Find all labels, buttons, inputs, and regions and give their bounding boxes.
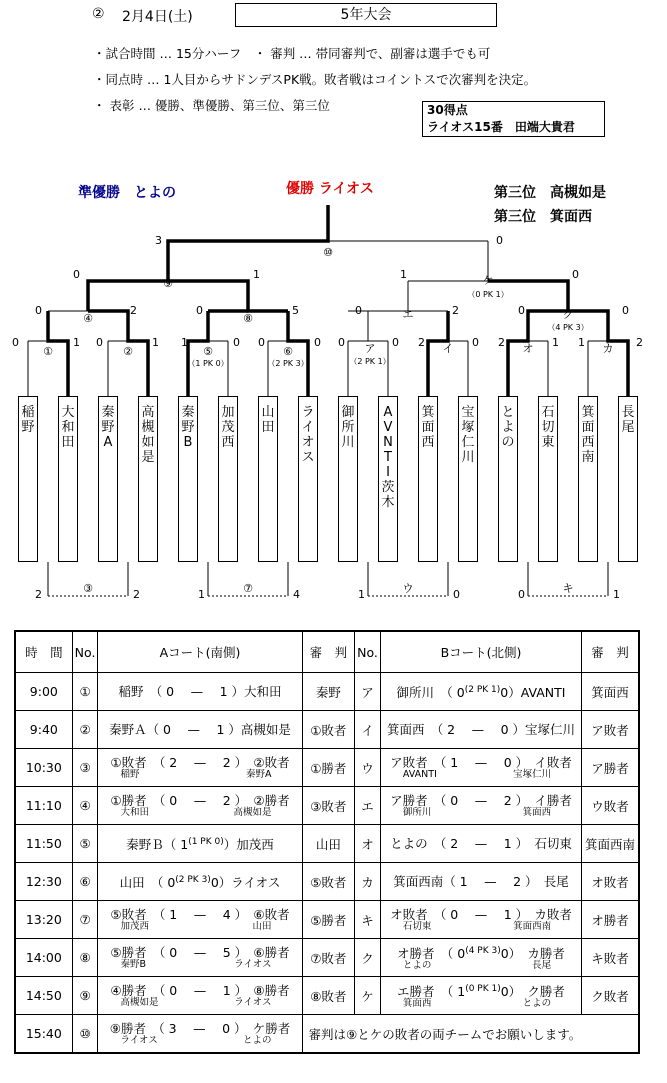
match-label: ⑥ — [283, 345, 293, 358]
score: 0 — [12, 336, 19, 349]
third-place-2: 第三位 箕面西 — [494, 209, 592, 225]
match-label: ③ — [83, 582, 93, 595]
team-sub-left: 大和田 — [120, 806, 149, 818]
score: 0 — [518, 588, 525, 601]
team-sub-right: 長尾 — [532, 960, 552, 972]
score: 1 — [152, 336, 159, 349]
team-name — [498, 396, 518, 562]
match-label: イ — [442, 342, 454, 355]
pk-score: (1 PK 0) — [188, 836, 224, 847]
court-a-match — [98, 1015, 302, 1054]
match-text: ④勝者 （ 0 — 1 ） ⑧勝者 — [110, 982, 290, 998]
table-row — [15, 901, 639, 939]
team-sub-left: 加茂西 — [120, 920, 149, 932]
score: 0 — [338, 336, 345, 349]
match-post: 0） カ勝者 — [500, 946, 565, 962]
court-a-match — [98, 863, 302, 901]
team-name — [578, 396, 598, 562]
score: 2 — [498, 336, 505, 349]
match-label: ウ — [402, 582, 414, 595]
team-name — [258, 396, 278, 562]
pk-score: （2 PK 1） — [349, 357, 391, 366]
match-number-a: ⑩ — [72, 1015, 98, 1054]
referee-b: 箕面西 — [582, 673, 639, 711]
score: 0 — [258, 336, 265, 349]
team-name — [58, 396, 78, 562]
match-number-a: ④ — [72, 787, 98, 825]
team-sub-right: ライオス — [234, 958, 272, 970]
header-no: No. — [72, 631, 98, 673]
team-char: の — [501, 435, 515, 450]
team-char: イ — [301, 420, 315, 435]
score: 2 — [418, 336, 425, 349]
team-char: 仁 — [461, 435, 475, 450]
schedule-table — [14, 630, 640, 1054]
match-number-a: ① — [72, 673, 98, 711]
match-pre: エ勝者 （ 1 — [397, 984, 466, 1000]
table-header-row — [15, 631, 639, 673]
referee-a: ③敗者 — [302, 787, 355, 825]
team-char: 野 — [181, 420, 195, 435]
score: 1 — [613, 588, 620, 601]
team-char: 長 — [621, 405, 635, 420]
team-sub-right: ライオス — [234, 996, 272, 1008]
team-char: 切 — [541, 420, 555, 435]
court-a-match — [98, 977, 302, 1015]
team-char: 宝 — [461, 405, 475, 420]
table-row — [15, 749, 639, 787]
team-char: A — [383, 405, 393, 420]
match-time: 9:40 — [15, 711, 72, 749]
header-referee-b: 審 判 — [582, 631, 639, 673]
referee-a: ⑧敗者 — [302, 977, 355, 1015]
team-char: 面 — [581, 420, 595, 435]
match-pre: 秦野Ｂ（ 1 — [126, 837, 189, 853]
team-sub-right: 箕面西 — [522, 806, 552, 818]
referee-a: ⑦敗者 — [302, 939, 355, 977]
match-number-a: ② — [72, 711, 98, 749]
match-label: ⑩ — [323, 246, 333, 259]
team-char: 川 — [461, 450, 475, 465]
match-text: とよの （ 2 — 1 ） 石切東 — [390, 835, 572, 851]
match-time: 9:00 — [15, 673, 72, 711]
score: 0 — [73, 268, 80, 281]
team-sub-right: 秦野A — [246, 768, 272, 780]
table-row — [15, 787, 639, 825]
team-char: A — [103, 435, 113, 450]
team-name — [298, 396, 318, 562]
score: 1 — [198, 588, 205, 601]
match-label: ④ — [83, 312, 93, 325]
team-sub-left: 高槻如是 — [120, 996, 159, 1008]
team-char: B — [183, 435, 193, 450]
final-referee-note: 審判は⑨とケの敗者の両チームでお願いします。 — [302, 1015, 639, 1054]
match-pre: 山田 （ 0 — [119, 875, 176, 891]
score: 3 — [155, 234, 162, 247]
header-court-a: Aコート(南側) — [98, 631, 302, 673]
score: 2 — [130, 304, 137, 317]
score: 0 — [233, 336, 240, 349]
team-name — [218, 396, 238, 562]
team-char: 東 — [541, 435, 555, 450]
team-char: I — [386, 465, 390, 480]
match-text: ①敗者 （ 2 — 2 ） ②敗者 — [110, 754, 290, 770]
match-number-b: ア — [355, 673, 381, 711]
score: 1 — [181, 336, 188, 349]
table-row — [15, 939, 639, 977]
match-time: 12:30 — [15, 863, 72, 901]
match-number-b: キ — [355, 901, 381, 939]
match-number-a: ③ — [72, 749, 98, 787]
match-label: ② — [123, 345, 133, 358]
team-char: 如 — [141, 435, 155, 450]
team-char: 箕 — [421, 405, 435, 420]
match-label: ⑤ — [203, 345, 213, 358]
match-pre: 御所川 （ 0 — [396, 685, 465, 701]
referee-b: オ敗者 — [582, 863, 639, 901]
team-sub-right: 高槻如是 — [233, 806, 272, 818]
match-label: キ — [562, 582, 574, 595]
score: 2 — [35, 588, 42, 601]
match-label: ケ — [482, 274, 494, 287]
header-court-b: Bコート(北側) — [380, 631, 581, 673]
match-pre: オ勝者 （ 0 — [397, 946, 466, 962]
score: 1 — [578, 336, 585, 349]
referee-b: 箕面西南 — [582, 825, 639, 863]
match-number-b: カ — [355, 863, 381, 901]
runner-up: 準優勝 とよの — [78, 185, 176, 201]
pk-score: (0 PK 1) — [465, 983, 501, 994]
team-sub-left: 秦野B — [120, 958, 146, 970]
team-name — [418, 396, 438, 562]
team-char: 秦 — [101, 405, 115, 420]
team-sub-left: ライオス — [120, 1034, 158, 1046]
match-number-a: ⑦ — [72, 901, 98, 939]
score: 0 — [496, 234, 503, 247]
team-name — [178, 396, 198, 562]
team-name — [98, 396, 118, 562]
referee-b: キ敗者 — [582, 939, 639, 977]
header-no-b: No. — [355, 631, 381, 673]
team-char: オ — [301, 435, 315, 450]
team-sub-left: 石切東 — [402, 920, 432, 932]
winner: 優勝 ライオス — [286, 181, 374, 197]
court-b-match — [380, 977, 581, 1015]
team-sub-left: とよの — [402, 960, 432, 972]
team-char: 稲 — [21, 405, 35, 420]
team-name — [618, 396, 638, 562]
team-name — [18, 396, 38, 562]
match-label: エ — [402, 308, 414, 321]
score: 0 — [572, 268, 579, 281]
team-char: 山 — [261, 405, 275, 420]
tournament-title: 5年大会 — [235, 3, 497, 27]
referee-b: ク敗者 — [582, 977, 639, 1015]
team-char: 西 — [581, 435, 595, 450]
team-sub-right: 箕面西南 — [513, 920, 552, 932]
pk-score: (2 PK 3) — [175, 874, 211, 885]
court-a-match — [98, 901, 302, 939]
score: 5 — [292, 304, 299, 317]
match-text: ア敗者 （ 1 — 0 ） イ敗者 — [390, 754, 572, 770]
score: 2 — [636, 336, 643, 349]
team-char: 野 — [21, 420, 35, 435]
table-row — [15, 863, 639, 901]
tournament-number: ② — [92, 6, 105, 22]
court-a-match — [98, 825, 302, 863]
match-label: ⑦ — [243, 582, 253, 595]
match-number-b: オ — [355, 825, 381, 863]
match-number-a: ⑧ — [72, 939, 98, 977]
team-name — [378, 396, 398, 562]
match-number-a: ⑥ — [72, 863, 98, 901]
pk-score: (2 PK 1) — [464, 684, 501, 695]
table-row — [15, 711, 639, 749]
score: 0 — [622, 304, 629, 317]
court-b-match — [380, 749, 581, 787]
match-label: ク — [562, 308, 574, 321]
court-a-match — [98, 711, 302, 749]
match-post: 0）ライオス — [210, 875, 281, 891]
score: 1 — [73, 336, 80, 349]
match-label: オ — [522, 342, 534, 355]
referee-a: ⑤勝者 — [302, 901, 355, 939]
match-post: ）加茂西 — [223, 837, 274, 853]
match-number-b: エ — [355, 787, 381, 825]
score: 0 — [96, 336, 103, 349]
team-char: と — [501, 405, 515, 420]
team-char: ラ — [301, 405, 315, 420]
rule-tie: ・同点時 … 1人目からサドンデスPK戦。敗者戦はコイントスで次審判を決定。 — [93, 72, 537, 87]
team-char: 所 — [341, 420, 355, 435]
court-a-match — [98, 749, 302, 787]
match-number-a: ⑨ — [72, 977, 98, 1015]
team-char: 石 — [541, 405, 555, 420]
team-char: 御 — [341, 405, 355, 420]
pk-score: (4 PK 3) — [465, 945, 501, 956]
match-time: 11:50 — [15, 825, 72, 863]
court-b-match — [380, 863, 581, 901]
rule-time: ・試合時間 … 15分ハーフ ・ 審判 … 帯同審判で、副審は選手でも可 — [93, 46, 491, 61]
score: 2 — [133, 588, 140, 601]
tournament-date: 2月4日(土) — [122, 9, 193, 25]
score: 0 — [196, 304, 203, 317]
pk-score: （4 PK 3） — [547, 323, 589, 332]
match-text: ⑤敗者 （ 1 — 4 ） ⑥敗者 — [110, 906, 290, 922]
match-number-b: ケ — [355, 977, 381, 1015]
team-char: 秦 — [181, 405, 195, 420]
team-char: 是 — [141, 450, 155, 465]
referee-b: ア敗者 — [582, 711, 639, 749]
match-number-b: ク — [355, 939, 381, 977]
team-char: 茂 — [221, 420, 235, 435]
team-sub-right: 宝塚仁川 — [513, 768, 552, 780]
match-text: ア勝者 （ 0 — 2 ） イ勝者 — [390, 792, 572, 808]
match-time: 14:50 — [15, 977, 72, 1015]
score: 0 — [472, 336, 479, 349]
team-sub-left: AVANTI — [402, 768, 437, 780]
match-text: ⑨勝者 （ 3 — 0 ） ケ勝者 — [109, 1020, 291, 1036]
court-b-match — [380, 673, 581, 711]
match-number-b: イ — [355, 711, 381, 749]
court-b-match — [380, 901, 581, 939]
team-char: 加 — [221, 405, 235, 420]
score: 1 — [358, 588, 365, 601]
team-char: 高 — [141, 405, 155, 420]
score: 0 — [453, 588, 460, 601]
match-text: オ敗者 （ 0 — 1 ） カ敗者 — [390, 906, 572, 922]
top-scorer-box — [422, 101, 605, 137]
score: 1 — [253, 268, 260, 281]
court-b-match — [380, 787, 581, 825]
referee-a: 山田 — [302, 825, 355, 863]
pk-score: （0 PK 1） — [467, 290, 509, 299]
match-text: ①勝者 （ 0 — 2 ） ②勝者 — [110, 792, 290, 808]
match-time: 14:00 — [15, 939, 72, 977]
team-sub-right: とよの — [243, 1034, 272, 1046]
team-char: 面 — [421, 420, 435, 435]
score: 1 — [552, 336, 559, 349]
score: 1 — [400, 268, 407, 281]
match-time: 11:10 — [15, 787, 72, 825]
referee-a: 秦野 — [302, 673, 355, 711]
score: 0 — [392, 336, 399, 349]
team-char: V — [383, 420, 393, 435]
team-char: N — [383, 435, 393, 450]
team-char: 西 — [421, 435, 435, 450]
team-char: 木 — [381, 495, 395, 510]
table-row — [15, 673, 639, 711]
team-char: 箕 — [581, 405, 595, 420]
match-post: 0）AVANTI — [500, 685, 566, 701]
match-text: 稲野 （ 0 — 1 ）大和田 — [118, 683, 282, 699]
table-row-final — [15, 1015, 639, 1054]
match-label: ① — [43, 345, 53, 358]
team-char: 田 — [261, 420, 275, 435]
team-sub-left: 箕面西 — [402, 998, 432, 1010]
third-place-1: 第三位 高槻如是 — [494, 185, 606, 201]
team-name — [538, 396, 558, 562]
team-char: 野 — [101, 420, 115, 435]
team-name — [458, 396, 478, 562]
match-label: ア — [364, 342, 376, 355]
score: 4 — [293, 588, 300, 601]
score: 2 — [452, 304, 459, 317]
match-number-b: ウ — [355, 749, 381, 787]
table-row — [15, 825, 639, 863]
team-char: 尾 — [621, 420, 635, 435]
team-char: T — [384, 450, 392, 465]
header-referee: 審 判 — [302, 631, 355, 673]
referee-b: オ勝者 — [582, 901, 639, 939]
court-a-match — [98, 673, 302, 711]
pk-score: （1 PK 0） — [187, 359, 229, 368]
team-name — [338, 396, 358, 562]
match-text: ⑤勝者 （ 0 — 5 ） ⑥勝者 — [110, 944, 290, 960]
match-time: 10:30 — [15, 749, 72, 787]
score: 0 — [355, 304, 362, 317]
team-char: ス — [301, 450, 315, 465]
court-a-match — [98, 787, 302, 825]
match-number-a: ⑤ — [72, 825, 98, 863]
top-scorer-points: 30得点 — [427, 103, 468, 117]
team-char: 塚 — [461, 420, 475, 435]
team-sub-right: とよの — [522, 998, 552, 1010]
team-char: 西 — [221, 435, 235, 450]
match-label: ⑨ — [163, 277, 173, 290]
referee-b: ア勝者 — [582, 749, 639, 787]
match-post: 0） ク勝者 — [500, 984, 565, 1000]
referee-a: ①勝者 — [302, 749, 355, 787]
team-char: 和 — [61, 420, 75, 435]
team-char: 南 — [581, 450, 595, 465]
court-a-match — [98, 939, 302, 977]
referee-a: ①敗者 — [302, 711, 355, 749]
match-text: 箕面西南（ 1 — 2 ） 長尾 — [393, 873, 569, 889]
match-text: 箕面西 （ 2 — 0 ）宝塚仁川 — [386, 721, 576, 737]
team-char: 川 — [341, 435, 355, 450]
table-row — [15, 977, 639, 1015]
team-char: 田 — [61, 435, 75, 450]
top-scorer-player: ライオス15番 田端大貴君 — [427, 120, 575, 134]
court-b-match — [380, 939, 581, 977]
referee-b: ウ敗者 — [582, 787, 639, 825]
team-char: 茨 — [381, 480, 395, 495]
team-sub-left: 稲野 — [120, 768, 140, 780]
match-time: 15:40 — [15, 1015, 72, 1054]
match-label: ⑧ — [243, 312, 253, 325]
referee-a: ⑤敗者 — [302, 863, 355, 901]
team-sub-right: 山田 — [252, 920, 272, 932]
match-label: カ — [602, 342, 614, 355]
team-char: 大 — [61, 405, 75, 420]
pk-score: （2 PK 3） — [267, 359, 309, 368]
team-char: 槻 — [141, 420, 155, 435]
court-b-match — [380, 825, 581, 863]
team-name — [138, 396, 158, 562]
team-sub-left: 御所川 — [402, 806, 432, 818]
team-char: よ — [501, 420, 515, 435]
rule-awards: ・ 表彰 … 優勝、準優勝、第三位、第三位 — [93, 98, 330, 113]
score: 0 — [35, 304, 42, 317]
match-text: 秦野Ａ（ 0 — 1 ）高槻如是 — [109, 721, 291, 737]
header-time: 時 間 — [15, 631, 72, 673]
court-b-match — [380, 711, 581, 749]
score: 0 — [314, 336, 321, 349]
score: 0 — [518, 304, 525, 317]
match-time: 13:20 — [15, 901, 72, 939]
